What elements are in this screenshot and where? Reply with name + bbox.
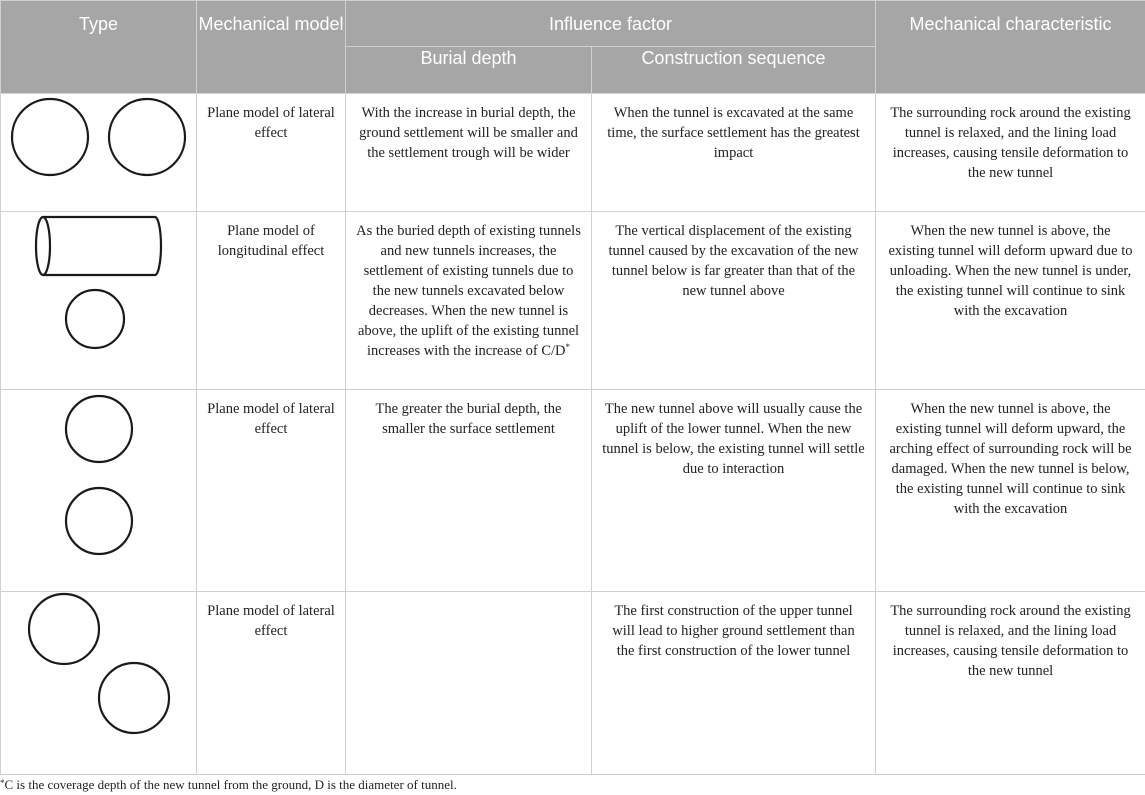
mechanical-characteristic-cell: When the new tunnel is above, the existing tunnel will deform upward due to unloading. When the new tunnel is under, the existing tunnel will continue to sink with the excavation [876,212,1145,390]
mechanical-characteristic-cell: When the new tunnel is above, the existing tunnel will deform upward, the arching effect of surrounding rock will be damaged. When the new tunnel is below, the existing tunnel will continue to sink with the excavation [876,390,1145,592]
mechanical-model-cell: Plane model of lateral effect [197,592,346,775]
two-circles-side-by-side-icon [1,94,197,211]
mechanical-model-cell: Plane model of lateral effect [197,94,346,212]
mechanical-model-cell: Plane model of longitudinal effect [197,212,346,390]
table-row [1,390,1145,592]
header-burial-depth: Burial depth [346,47,592,94]
mechanical-characteristic-cell: The surrounding rock around the existing tunnel is relaxed, and the lining load increases, causing tensile deformation to the new tunnel [876,94,1145,212]
two-circles-diagonal-icon [1,592,197,774]
header-influence-factor: Influence factor [346,1,876,47]
table-row [1,94,1145,212]
mechanical-model-cell: Plane model of lateral effect [197,390,346,592]
burial-depth-cell: The greater the burial depth, the smaller the surface settlement [346,390,592,592]
burial-depth-cell [346,592,592,775]
burial-depth-cell: As the buried depth of existing tunnels and new tunnels increases, the settlement of existing tunnels due to the new tunnels excavated below decreases. When the new tunnel is above, the uplift of the existing tunnel increases with the increase of C/D* [346,212,592,390]
header-mechanical-model: Mechanical model [197,1,346,94]
construction-sequence-cell: The new tunnel above will usually cause the uplift of the lower tunnel. When the new tunnel is below, the existing tunnel will settle due to interaction [592,390,876,592]
construction-sequence-cell: The first construction of the upper tunnel will lead to higher ground settlement than the first construction of the lower tunnel [592,592,876,775]
header-construction-sequence: Construction sequence [592,47,876,94]
type-cell [1,592,197,775]
two-circles-stacked-icon [1,390,197,591]
type-cell [1,390,197,592]
construction-sequence-cell: The vertical displacement of the existing tunnel caused by the excavation of the new tunnel below is far greater than that of the new tunnel above [592,212,876,390]
table-row [1,212,1145,390]
header-type: Type [1,1,197,94]
table-row [1,592,1145,775]
table-footnote: *C is the coverage depth of the new tunnel from the ground, D is the diameter of tunnel. [0,777,457,792]
cylinder-over-circle-icon [1,212,197,389]
mechanical-characteristic-cell: The surrounding rock around the existing tunnel is relaxed, and the lining load increases, causing tensile deformation to the new tunnel [876,592,1145,775]
burial-depth-cell: With the increase in burial depth, the ground settlement will be smaller and the settlement trough will be wider [346,94,592,212]
type-cell [1,212,197,390]
construction-sequence-cell: When the tunnel is excavated at the same time, the surface settlement has the greatest impact [592,94,876,212]
header-mechanical-characteristic: Mechanical characteristic [876,1,1145,94]
type-cell [1,94,197,212]
